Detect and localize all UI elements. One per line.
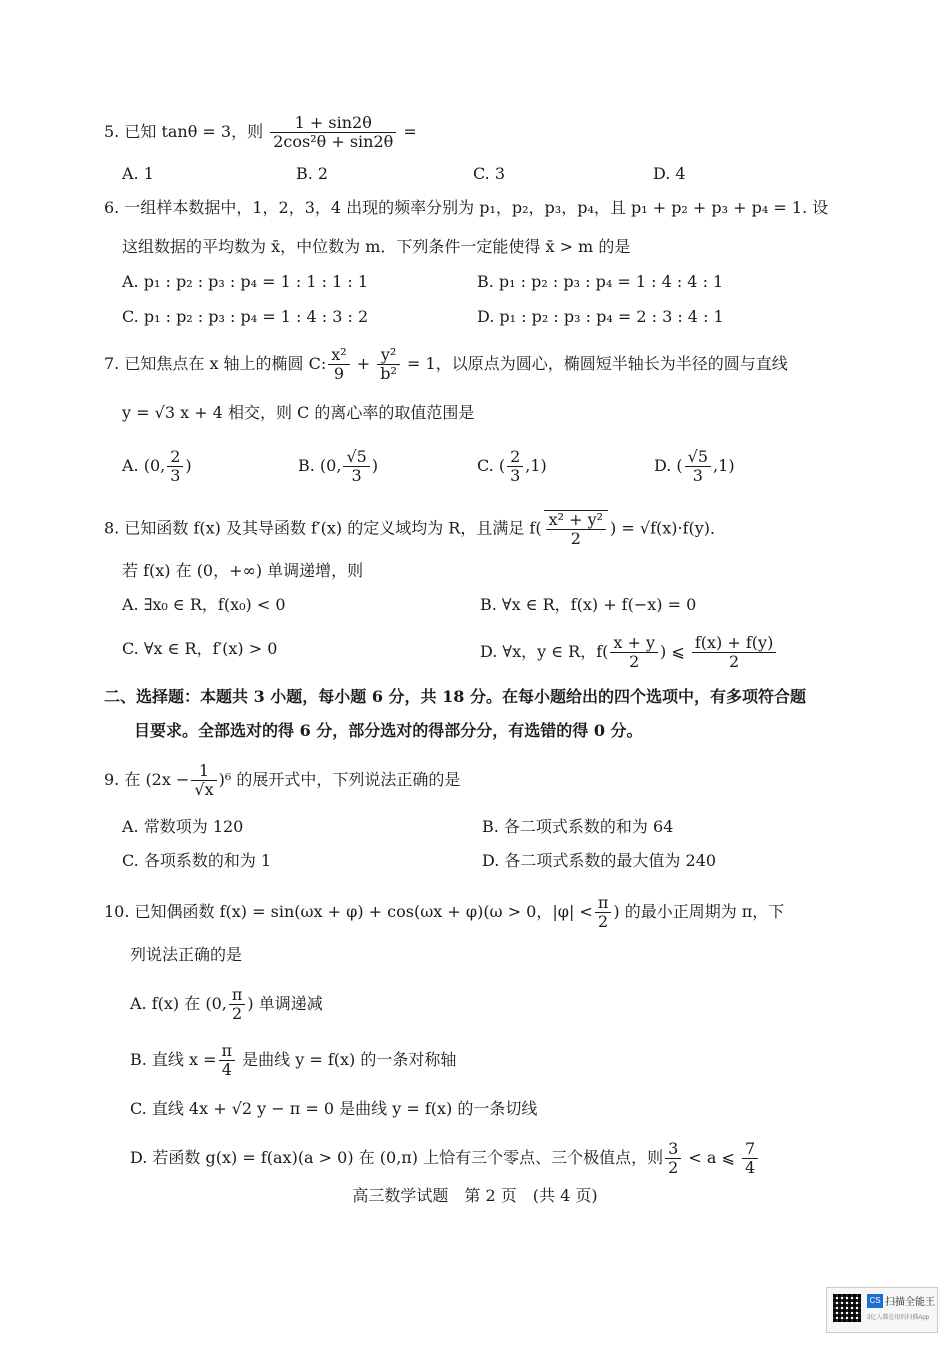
- q8-option-a: A. ∃x₀ ∈ R，f(x₀) < 0: [122, 595, 286, 614]
- q10-option-b: B. 直线 x = $\frac{\pi}{4}$ 是曲线 y = f(x) 的一条对称轴: [130, 1041, 457, 1079]
- camscanner-logo-icon: CS: [867, 1294, 883, 1308]
- q10-option-c: C. 直线 4x + √2 y − π = 0 是曲线 y = f(x) 的一条切线: [130, 1099, 538, 1118]
- section2-instructions-line1: 二、选择题：本题共 3 小题，每小题 6 分，共 18 分。在每小题给出的四个选项中，有多项符合题: [104, 687, 806, 706]
- q6-stem-line2: 这组数据的平均数为 x̄，中位数为 m．下列条件一定能使得 x̄ > m 的是: [122, 237, 631, 256]
- q10-stem-line2: 列说法正确的是: [130, 945, 243, 964]
- q10-stem-line1: 10. 已知偶函数 f(x) = sin(ωx + φ) + cos(ωx + φ)(ω > 0，|φ| < $\frac{\pi}{2}$ ) 的最小正周期为 π，下: [104, 893, 785, 931]
- q7-stem-line2: y = √3 x + 4 相交，则 C 的离心率的取值范围是: [122, 403, 475, 422]
- q9-option-c: C. 各项系数的和为 1: [122, 851, 272, 870]
- q8-sqrt-fraction: $\frac{\text{x² + y²}}{2}$: [544, 510, 608, 548]
- q5-option-a: A. 1: [122, 164, 154, 183]
- q9-option-a: A. 常数项为 120: [122, 817, 244, 836]
- camscanner-name: 扫描全能王: [885, 1297, 935, 1308]
- q5-fraction: $\frac{1 + \sin 2\theta}{\text{2cos²θ + sin2θ}}$: [270, 114, 396, 151]
- q7-option-d: D. ( $\frac{√5}{3}$ ,1): [654, 447, 735, 485]
- q9-option-b: B. 各二项式系数的和为 64: [482, 817, 674, 836]
- q5-option-d: D. 4: [653, 164, 686, 183]
- q10-option-d: D. 若函数 g(x) = f(ax)(a > 0) 在 (0,π) 上恰有三个零点、三个极值点，则 $\frac{3}{2}$ < a ⩽ $\frac{7}{4}$: [130, 1140, 760, 1177]
- q6-option-b: B. p₁ : p₂ : p₃ : p₄ = 1 : 4 : 4 : 1: [477, 272, 724, 291]
- q5-option-b: B. 2: [296, 164, 329, 183]
- q9-option-d: D. 各二项式系数的最大值为 240: [482, 851, 717, 870]
- q6-stem-line1: 6. 一组样本数据中，1，2，3，4 出现的频率分别为 p₁，p₂，p₃，p₄，且 p₁ + p₂ + p₃ + p₄ = 1. 设: [104, 198, 829, 217]
- q7-option-b: B. (0, $\frac{√5}{3}$ ): [298, 447, 379, 485]
- q6-option-d: D. p₁ : p₂ : p₃ : p₄ = 2 : 3 : 4 : 1: [477, 307, 724, 326]
- q6-option-c: C. p₁ : p₂ : p₃ : p₄ = 1 : 4 : 3 : 2: [122, 307, 369, 326]
- q8-stem-line1: 8. 已知函数 f(x) 及其导函数 f′(x) 的定义域均为 R，且满足 f( $\frac{\text{x² + y²}}{2}$ ) = √f(x)·f(y)．: [104, 510, 727, 548]
- scanner-watermark: [826, 1287, 938, 1333]
- q7-option-a: A. (0, $\frac{2}{3}$ ): [122, 447, 192, 485]
- q7-fraction-y: $\frac{\text{y²}}{\text{b²}}$: [377, 346, 400, 383]
- section2-instructions-line2: 目要求。全部选对的得 6 分，部分选对的得部分分，有选错的得 0 分。: [134, 721, 643, 740]
- q8-option-d: D. ∀x，y ∈ R，f( $\frac{x + y}{2}$ ) ⩽ $\frac{f(x) + f(y)}{2}$: [480, 634, 778, 671]
- qr-code-icon: [833, 1294, 861, 1322]
- q7-option-c: C. ( $\frac{2}{3}$ ,1): [477, 447, 547, 485]
- q8-stem-line2: 若 f(x) 在 (0，+∞) 单调递增，则: [122, 561, 364, 580]
- q9-fraction: $\frac{1}{√x}$: [191, 762, 216, 799]
- page-footer: 高三数学试题 第 2 页 (共 4 页): [352, 1186, 598, 1205]
- q6-option-a: A. p₁ : p₂ : p₃ : p₄ = 1 : 1 : 1 : 1: [122, 272, 369, 291]
- q5-stem: 5. 已知 tanθ = 3，则 $\frac{1 + \sin 2\theta}{\text{2cos²θ + sin2θ}}$ =: [104, 113, 417, 151]
- camscanner-tagline: 3亿人都在用的扫描App: [867, 1315, 930, 1321]
- q5-option-c: C. 3: [473, 164, 506, 183]
- q8-option-c: C. ∀x ∈ R，f′(x) > 0: [122, 639, 278, 658]
- q7-fraction-x: $\frac{\text{x²}}{9}$: [328, 346, 349, 383]
- q7-stem-line1: 7. 已知焦点在 x 轴上的椭圆 C: $\frac{\text{x²}}{9}$ + $\frac{\text{y²}}{\text{b²}}$ = 1，以原点为圆心，椭圆短半轴长为半径的圆与直线: [104, 345, 788, 383]
- q8-option-b: B. ∀x ∈ R，f(x) + f(−x) = 0: [480, 595, 697, 614]
- q9-stem: 9. 在 (2x − $\frac{1}{√x}$ )⁶ 的展开式中，下列说法正确的是: [104, 761, 461, 799]
- q10-option-a: A. f(x) 在 (0, $\frac{\pi}{2}$ ) 单调递减: [130, 985, 323, 1023]
